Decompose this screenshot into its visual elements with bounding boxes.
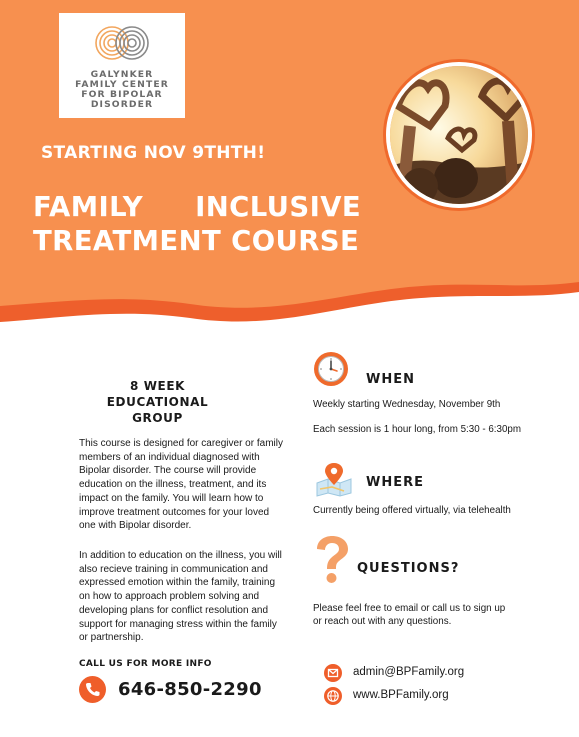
logo-line: FAMILY CENTER bbox=[75, 79, 169, 90]
call-label: CALL US FOR MORE INFO bbox=[79, 659, 212, 669]
email-icon bbox=[324, 664, 342, 682]
question-mark-icon bbox=[311, 535, 353, 585]
map-pin-icon bbox=[314, 461, 354, 497]
group-heading-line: GROUP bbox=[132, 411, 183, 425]
title-word: INCLUSIVE bbox=[195, 191, 362, 223]
website-link[interactable]: www.BPFamily.org bbox=[353, 689, 449, 701]
heart-hands-photo bbox=[390, 66, 528, 204]
where-heading: WHERE bbox=[366, 475, 424, 490]
questions-line2: or reach out with any questions. bbox=[313, 616, 452, 627]
questions-heading: QUESTIONS? bbox=[357, 561, 460, 576]
logo-line: GALYNKER bbox=[90, 69, 154, 80]
logo-line: DISORDER bbox=[90, 99, 154, 110]
group-heading-line: EDUCATIONAL bbox=[106, 395, 209, 409]
globe-icon bbox=[324, 687, 342, 705]
logo-line: FOR BIPOLAR bbox=[81, 89, 163, 100]
when-heading: WHEN bbox=[366, 372, 415, 387]
group-heading-line: 8 WEEK bbox=[129, 379, 186, 393]
course-training-description: In addition to education on the illness, you will also recieve training in communication and expressed emotion within the family, training on how to approach problem solving and developing plans for conflict resolution and support for managing stress within the family or partnership. bbox=[79, 550, 282, 644]
group-heading bbox=[95, 378, 220, 426]
page-title-line2: TREATMENT COURSE bbox=[33, 225, 360, 257]
hero-photo bbox=[386, 62, 532, 208]
phone-number[interactable]: 646-850-2290 bbox=[118, 679, 262, 700]
concentric-circles-logo-icon bbox=[95, 21, 149, 65]
course-description: This course is designed for caregiver or family members of an individual diagnosed with Bipolar disorder. The course will provide education on the illness, treatment, and its impact on the family. You will learn how to improve treatment outcomes for your loved one with Bipolar disorder. bbox=[79, 438, 283, 532]
logo bbox=[59, 13, 185, 118]
when-session-length: Each session is 1 hour long, from 5:30 - 6:30pm bbox=[313, 424, 522, 435]
phone-icon bbox=[79, 676, 106, 703]
clock-icon bbox=[312, 350, 350, 388]
where-location: Currently being offered virtually, via telehealth bbox=[313, 505, 511, 516]
email-link[interactable]: admin@BPFamily.org bbox=[353, 666, 465, 678]
when-schedule: Weekly starting Wednesday, November 9th bbox=[313, 399, 501, 410]
title-word: FAMILY bbox=[33, 191, 144, 223]
logo-org-name bbox=[59, 70, 185, 110]
questions-line1: Please feel free to email or call us to sign up bbox=[313, 603, 506, 614]
start-date-banner: STARTING NOV 9THTH! bbox=[41, 143, 266, 163]
page-title-line1 bbox=[33, 191, 361, 223]
